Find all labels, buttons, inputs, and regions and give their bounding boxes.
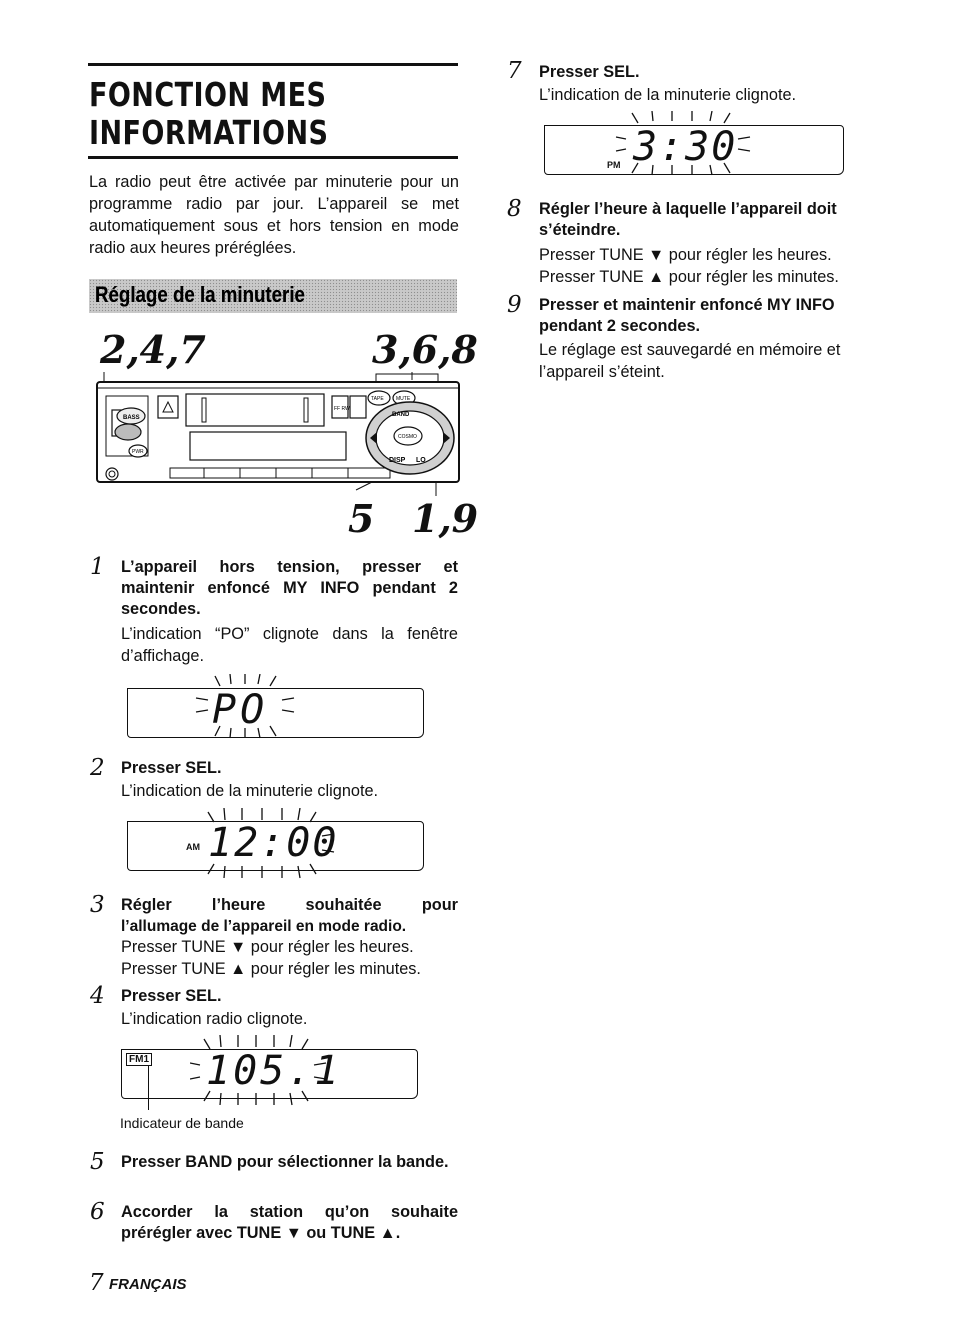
ffrw-button-label: FF RW [334, 406, 350, 412]
mute-button-label: MUTE [396, 396, 411, 402]
band-indicator-caption: Indicateur de bande [120, 1115, 244, 1131]
step-3-body-2: Presser TUNE ▲ pour régler les minutes. [121, 960, 421, 978]
step-9-number: 9 [507, 292, 522, 318]
tape-button-label: TAPE [371, 396, 384, 402]
step-3-body-1: Presser TUNE ▼ pour régler les heures. [121, 938, 414, 956]
po-display-value: PO [212, 687, 269, 733]
step-2-heading: Presser SEL. [121, 759, 222, 777]
fm-display-value: 105.1 [206, 1048, 342, 1094]
pm-display [544, 125, 844, 175]
step-8-heading: Régler l’heure à laquelle l’appareil doit s’éteindre. [539, 200, 837, 239]
am-indicator: AM [186, 842, 200, 852]
step-3-heading-line2: l’allumage de l’appareil en mode radio. [121, 918, 407, 935]
step-9-body: Le réglage est sauvegardé en mémoire et l’appareil s’éteint. [539, 341, 841, 381]
lo-button-label: LO [416, 457, 426, 464]
footer-language: FRANÇAIS [109, 1276, 187, 1293]
step-6-heading: Accorder la station qu’on souhaite prérégler avec TUNE ▼ ou TUNE ▲. [121, 1203, 458, 1242]
fm-display [121, 1049, 418, 1099]
pm-display-value: 3:30 [633, 124, 738, 170]
step-4-body: L’indication radio clignote. [121, 1010, 308, 1028]
step-5-heading: Presser BAND pour sélectionner la bande. [121, 1153, 449, 1171]
title-top-rule [88, 63, 458, 66]
step-6-number: 6 [90, 1199, 105, 1225]
step-7-body: L’indication de la minuterie clignote. [539, 86, 797, 104]
step-3-number: 3 [90, 892, 105, 918]
diagram-label-left: 2,4,7 [100, 327, 206, 372]
page-title-line2: INFORMATIONS [89, 113, 329, 152]
step-5-number: 5 [90, 1149, 105, 1175]
pwr-button-label: PWR [132, 449, 144, 455]
step-1-number: 1 [90, 554, 105, 580]
step-8-number: 8 [507, 196, 522, 222]
am-display-value: 12:00 [208, 820, 339, 866]
step-2-body: L’indication de la minuterie clignote. [121, 782, 379, 800]
step-7-number: 7 [507, 58, 522, 84]
disp-button-label: DISP [389, 457, 406, 464]
step-1-heading: L’appareil hors tension, presser et maintenir enfoncé MY INFO pendant 2 secondes. [121, 558, 458, 618]
am-display [127, 821, 424, 871]
radio-unit-illustration [94, 366, 464, 496]
diagram-label-bottom-right: 1,9 [412, 496, 479, 541]
step-4-heading: Presser SEL. [121, 987, 222, 1005]
title-bottom-rule [88, 156, 458, 159]
pm-indicator: PM [607, 160, 621, 170]
cosmo-button-label: COSMO [398, 434, 417, 440]
band-indicator-leader [148, 1066, 149, 1110]
step-7-heading: Presser SEL. [539, 63, 640, 81]
step-2-number: 2 [90, 755, 105, 781]
step-4-number: 4 [90, 983, 105, 1009]
intro-paragraph: La radio peut être activée par minuterie pour un programme radio par jour. L’appareil se met automatiquement sous et hors tension en mode radio aux heures préréglées. [89, 173, 459, 257]
section-title: Réglage de la minuterie [95, 282, 305, 307]
step-1-body: L’indication “PO” clignote dans la fenêtre d’affichage. [121, 625, 458, 665]
step-8-body-2: Presser TUNE ▲ pour régler les minutes. [539, 268, 839, 286]
po-display [127, 688, 424, 738]
step-9-heading: Presser et maintenir enfoncé MY INFO pendant 2 secondes. [539, 296, 835, 335]
page-title-line1: FONCTION MES [89, 75, 327, 114]
step-8-body-1: Presser TUNE ▼ pour régler les heures. [539, 246, 832, 264]
band-button-label: BAND [392, 412, 410, 418]
bass-button-label: BASS [123, 415, 140, 421]
diagram-label-bottom-left: 5 [348, 496, 375, 541]
diagram-label-right: 3,6,8 [372, 327, 478, 372]
fm-band-indicator: FM1 [126, 1053, 152, 1066]
section-header [89, 279, 457, 313]
footer-page-number: 7 [89, 1270, 104, 1296]
step-3-heading-line1: Régler l’heure souhaitée pour [121, 896, 458, 914]
